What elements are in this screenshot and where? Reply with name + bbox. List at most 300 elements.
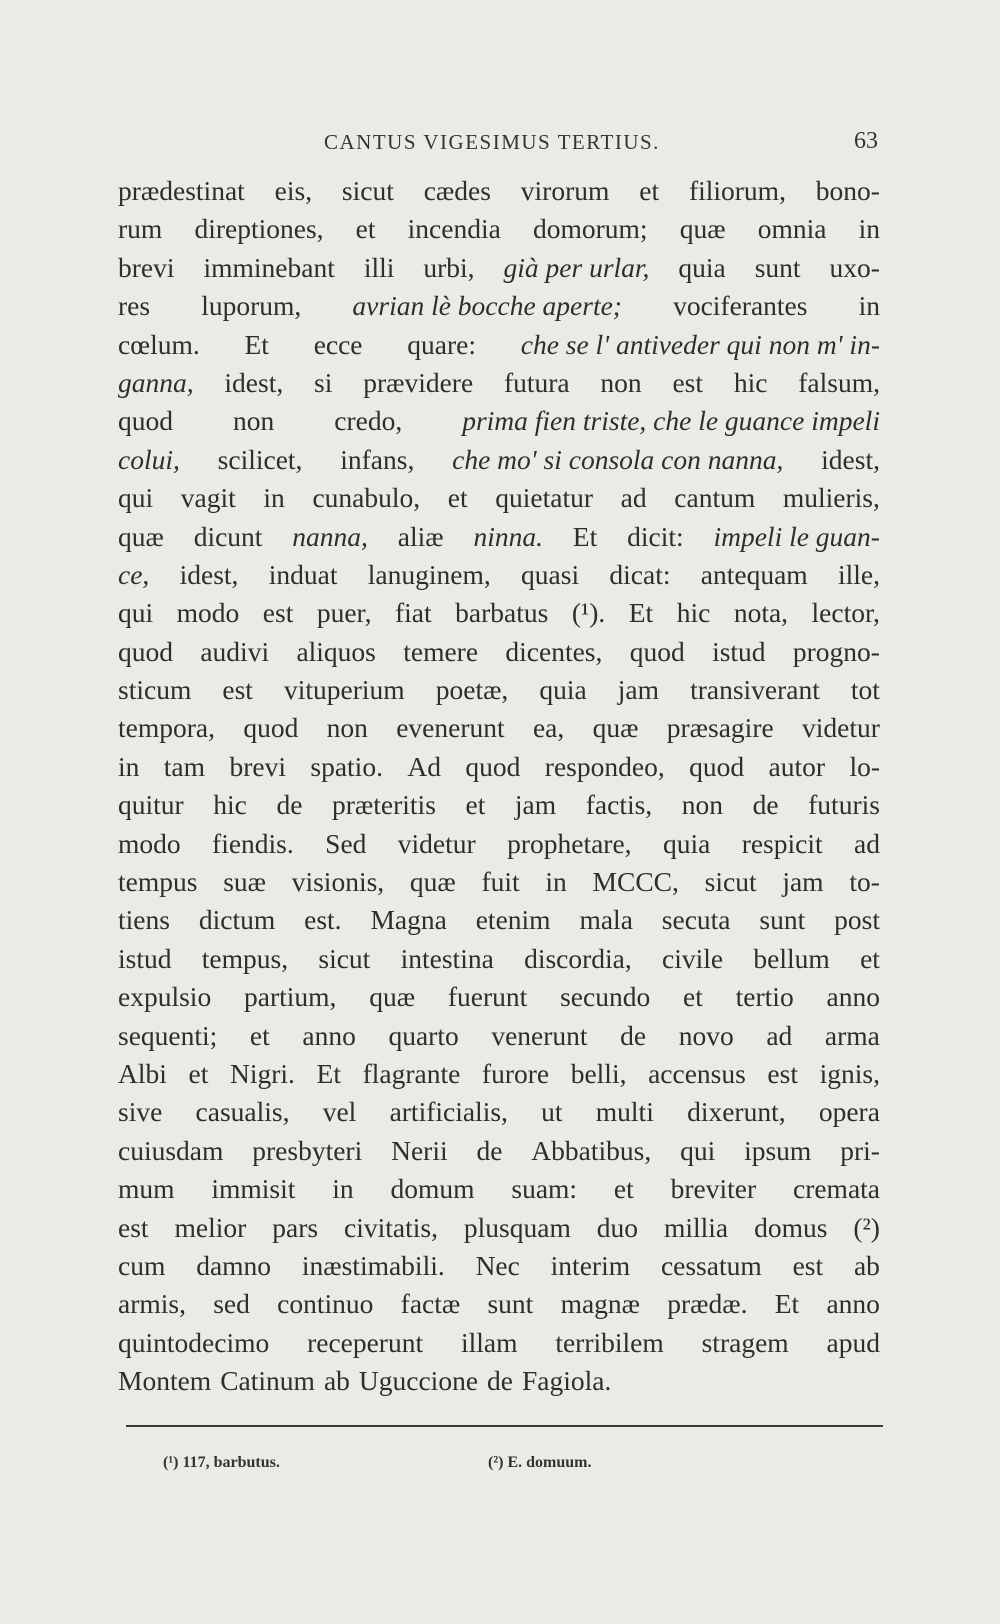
- word: hic: [213, 789, 247, 821]
- text-line: [118, 172, 880, 210]
- word: hic: [733, 366, 768, 398]
- word: fiendis.: [212, 827, 294, 859]
- word: est: [792, 1249, 824, 1281]
- word: cunabulo,: [312, 482, 421, 514]
- word: est.: [304, 904, 342, 936]
- word: Abbatibus,: [531, 1134, 652, 1166]
- word: idest,: [821, 443, 880, 475]
- word: bellum: [753, 942, 830, 974]
- word: armis,: [118, 1288, 186, 1320]
- word: accensus: [648, 1057, 746, 1089]
- word: immisit: [211, 1173, 296, 1205]
- word: præsagire: [666, 712, 774, 744]
- word: et: [249, 1019, 270, 1051]
- word: brevi: [229, 750, 286, 782]
- word: tot: [850, 674, 880, 706]
- word: non: [326, 712, 368, 744]
- word: cremata: [792, 1173, 880, 1205]
- word: futura: [503, 366, 570, 398]
- word: Montem: [118, 1365, 212, 1397]
- word: istud: [712, 635, 766, 667]
- word: sicut: [704, 866, 757, 898]
- word: de: [476, 1134, 503, 1166]
- word: quintodecimo: [118, 1326, 270, 1358]
- italic-quote: ganna,: [118, 366, 194, 398]
- word: suæ: [223, 866, 266, 898]
- word: luporum,: [201, 290, 302, 322]
- page-number: 63: [854, 128, 878, 154]
- word: quod: [465, 750, 521, 782]
- footnote-1: [163, 1454, 280, 1472]
- word: ut: [541, 1096, 563, 1128]
- word: ad: [620, 482, 647, 514]
- word: eis,: [274, 175, 313, 206]
- word: cantum: [674, 482, 756, 514]
- word: Et: [628, 597, 654, 629]
- word: stragem: [701, 1326, 789, 1358]
- word: quitur: [118, 789, 184, 821]
- word: rum: [118, 213, 163, 245]
- word: virorum: [520, 175, 610, 206]
- word: bono-: [815, 175, 880, 206]
- word: de: [620, 1019, 647, 1051]
- word: barbatus: [455, 597, 549, 629]
- word: poetæ,: [435, 674, 509, 706]
- word: quod: [689, 750, 745, 782]
- word: istud: [118, 942, 172, 974]
- word: mulieris,: [782, 482, 880, 514]
- word: plusquam: [463, 1211, 571, 1243]
- text-line: [118, 594, 880, 632]
- word: puer,: [316, 597, 372, 629]
- text-line: [118, 1209, 880, 1247]
- word: temere: [403, 635, 479, 667]
- word: aliquos: [296, 635, 376, 667]
- word: præteritis: [332, 789, 436, 821]
- word: ab: [853, 1249, 880, 1281]
- word: et: [355, 213, 376, 245]
- word: domum: [390, 1173, 475, 1205]
- word: quietatur: [495, 482, 594, 514]
- word: post: [834, 904, 880, 936]
- text-line: [118, 326, 880, 364]
- text-line: [118, 1324, 880, 1362]
- word: quod: [118, 405, 173, 437]
- word: quæ: [118, 520, 164, 552]
- text-line: [118, 1285, 880, 1323]
- text-line: [118, 402, 880, 440]
- word: Nigri.: [229, 1057, 295, 1089]
- word: quod: [243, 712, 299, 744]
- word: prædestinat: [118, 175, 245, 206]
- italic-quote: nanna,: [292, 520, 368, 552]
- footnote-mark: (²): [488, 1454, 504, 1471]
- word: etenim: [475, 904, 551, 936]
- word: credo,: [334, 405, 403, 437]
- word: vel: [322, 1096, 357, 1128]
- word: receperunt: [307, 1326, 424, 1358]
- word: quæ: [369, 981, 416, 1013]
- word: tempus: [118, 866, 198, 898]
- running-title: CANTUS VIGESIMUS TERTIUS.: [324, 130, 660, 154]
- italic-quote: colui,: [118, 443, 180, 475]
- footnote-rule: [126, 1425, 883, 1427]
- word: omnia: [757, 213, 827, 245]
- word: lo-: [849, 750, 880, 782]
- word: audivi: [200, 635, 270, 667]
- text-line: [118, 863, 880, 901]
- word: futuris: [808, 789, 880, 821]
- word: quarto: [388, 1019, 459, 1051]
- word: si: [314, 366, 333, 398]
- word: Ad: [407, 750, 441, 782]
- word: lector,: [811, 597, 880, 629]
- word: quia: [662, 827, 711, 859]
- word: cædes: [423, 175, 491, 206]
- text-line: [118, 479, 880, 517]
- italic-quote: impeli le guan-: [713, 520, 880, 552]
- word: anno: [302, 1019, 356, 1051]
- text-line: [118, 1170, 880, 1208]
- word: continuo: [277, 1288, 374, 1320]
- text-line: [118, 1055, 880, 1093]
- word: inæstimabili.: [301, 1249, 445, 1281]
- word: transiverant: [690, 674, 820, 706]
- word: discordia,: [524, 942, 632, 974]
- word: brevi: [118, 251, 175, 283]
- word: sunt: [487, 1288, 534, 1320]
- word: presbyteri: [252, 1134, 363, 1166]
- footnotes: [163, 1454, 863, 1478]
- word: Sed: [325, 827, 367, 859]
- word: arma: [824, 1019, 880, 1051]
- word: dicat:: [609, 558, 671, 590]
- word: est: [672, 366, 704, 398]
- word: pars: [272, 1211, 319, 1243]
- word: Et: [316, 1057, 341, 1089]
- word: cum: [118, 1249, 166, 1281]
- text-line: [118, 518, 880, 556]
- word: in: [263, 482, 285, 514]
- word: tempus,: [201, 942, 289, 974]
- word: imminebant: [203, 251, 335, 283]
- word: infans,: [340, 443, 415, 475]
- word: videtur: [802, 712, 880, 744]
- word: quod: [118, 635, 173, 667]
- word: ignis,: [819, 1057, 880, 1089]
- word: non: [600, 366, 642, 398]
- word: expulsio: [118, 981, 212, 1013]
- word: in: [332, 1173, 354, 1205]
- word: pri-: [840, 1134, 880, 1166]
- text-line: [118, 709, 880, 747]
- text-line: [118, 1132, 880, 1170]
- word: videtur: [397, 827, 476, 859]
- word: dictum: [198, 904, 276, 936]
- word: interim: [550, 1249, 631, 1281]
- text-line: [118, 748, 880, 786]
- word: et: [639, 175, 660, 206]
- word: venerunt: [491, 1019, 588, 1051]
- word: est: [262, 597, 294, 629]
- word: visionis,: [291, 866, 385, 898]
- word: et: [447, 482, 468, 514]
- word: prophetare,: [507, 827, 632, 859]
- word: direptiones,: [194, 213, 324, 245]
- word: urbi,: [423, 251, 475, 283]
- word: belli,: [570, 1057, 627, 1089]
- italic-quote: che mo' si consola con nanna,: [452, 443, 784, 475]
- word: Et: [774, 1288, 800, 1320]
- footnote-text: 117, barbutus.: [182, 1454, 280, 1471]
- word: civitatis,: [344, 1211, 438, 1243]
- word: ille,: [837, 558, 880, 590]
- text-line: [118, 1093, 880, 1131]
- word: scilicet,: [217, 443, 303, 475]
- word: in: [858, 290, 880, 322]
- word: filiorum,: [688, 175, 786, 206]
- word: qui: [680, 1134, 716, 1166]
- word: respondeo,: [544, 750, 665, 782]
- word: sicut: [318, 942, 371, 974]
- word: et: [188, 1057, 209, 1089]
- text-line: [118, 249, 880, 287]
- word: non: [681, 789, 724, 821]
- word: nota,: [733, 597, 789, 629]
- word: sunt: [754, 251, 801, 283]
- word: dicit:: [627, 520, 684, 552]
- word: domus: [754, 1211, 828, 1243]
- text-line: [118, 556, 880, 594]
- word: fuerunt: [447, 981, 528, 1013]
- word: idest,: [224, 366, 284, 398]
- word: ecce: [313, 328, 363, 360]
- word: est: [118, 1211, 149, 1243]
- word: prædæ.: [667, 1288, 748, 1320]
- italic-quote: prima fien triste, che le guance impeli: [462, 405, 880, 437]
- word: quasi: [521, 558, 580, 590]
- word: sicut: [341, 175, 394, 206]
- word: tam: [163, 750, 206, 782]
- word: de: [276, 789, 303, 821]
- word: illi: [363, 251, 395, 283]
- text-body: [118, 172, 880, 1401]
- word: tempora,: [118, 712, 215, 744]
- word: jam: [617, 674, 660, 706]
- word: ab: [323, 1365, 350, 1397]
- word: fuit: [481, 866, 520, 898]
- word: autor: [768, 750, 826, 782]
- word: hic: [676, 597, 711, 629]
- word: tertio: [735, 981, 794, 1013]
- word: sequenti;: [118, 1019, 218, 1051]
- word: duo: [596, 1211, 639, 1243]
- text-line: [118, 633, 880, 671]
- word: flagrante: [362, 1057, 461, 1089]
- word: illam: [460, 1326, 518, 1358]
- word: Magna: [370, 904, 447, 936]
- word: furore: [481, 1057, 550, 1089]
- word: factis,: [585, 789, 653, 821]
- word: et: [613, 1173, 634, 1205]
- word: melior: [174, 1211, 247, 1243]
- word: falsum,: [798, 366, 880, 398]
- word: cœlum.: [118, 328, 200, 360]
- word: secundo: [560, 981, 651, 1013]
- word: Fagiola.: [522, 1365, 612, 1397]
- footnote-ref: (²): [853, 1211, 880, 1243]
- italic-quote: che se l' antiveder qui non m' in-: [520, 328, 880, 360]
- word: mala: [579, 904, 633, 936]
- word: domorum;: [532, 213, 648, 245]
- word: quia: [678, 251, 726, 283]
- word: casualis,: [195, 1096, 290, 1128]
- italic-quote: ce,: [118, 558, 150, 590]
- word: dixerunt,: [687, 1096, 786, 1128]
- word: sunt: [759, 904, 806, 936]
- word: mum: [118, 1173, 175, 1205]
- word: ad: [766, 1019, 793, 1051]
- word: Uguccione: [358, 1365, 479, 1397]
- footnote-mark: (¹): [163, 1454, 179, 1471]
- footnote-2: [488, 1454, 591, 1472]
- word: ipsum: [744, 1134, 812, 1166]
- word: de: [487, 1365, 513, 1397]
- word: civile: [662, 942, 724, 974]
- word: quæ: [409, 866, 456, 898]
- word: Catinum: [220, 1365, 315, 1397]
- word: aliæ: [397, 520, 444, 552]
- word: qui: [118, 482, 154, 514]
- word: quia: [539, 674, 587, 706]
- word: et: [860, 942, 880, 974]
- word: quæ: [592, 712, 639, 744]
- word: modo: [118, 827, 181, 859]
- italic-quote: avrian lè bocche aperte;: [352, 290, 622, 322]
- word: anno: [826, 981, 880, 1013]
- word: vociferantes: [673, 290, 808, 322]
- word: fiat: [394, 597, 432, 629]
- word: res: [118, 290, 151, 322]
- word: respicit: [741, 827, 823, 859]
- word: dicentes,: [505, 635, 603, 667]
- word: intestina: [400, 942, 494, 974]
- italic-quote: ninna.: [473, 520, 543, 552]
- word: novo: [678, 1019, 734, 1051]
- word: to-: [849, 866, 880, 898]
- word: evenerunt: [396, 712, 505, 744]
- word: sed: [213, 1288, 250, 1320]
- word: de: [752, 789, 779, 821]
- word: est: [222, 674, 253, 706]
- text-line: [118, 940, 880, 978]
- word: vituperium: [284, 674, 405, 706]
- word: sive: [118, 1096, 163, 1128]
- word: opera: [818, 1096, 880, 1128]
- word: ea,: [532, 712, 565, 744]
- word: in: [545, 866, 567, 898]
- word: quod: [629, 635, 685, 667]
- word: sticum: [118, 674, 192, 706]
- word: tiens: [118, 904, 170, 936]
- word: uxo-: [829, 251, 880, 283]
- word: jam: [782, 866, 824, 898]
- word: cuiusdam: [118, 1134, 224, 1166]
- word: et: [465, 789, 486, 821]
- word: secuta: [661, 904, 731, 936]
- footnote-ref: (¹).: [571, 597, 606, 629]
- word: anno: [826, 1288, 880, 1320]
- word: terribilem: [555, 1326, 664, 1358]
- word: magnæ: [560, 1288, 641, 1320]
- word: in: [118, 750, 140, 782]
- word: factæ: [400, 1288, 461, 1320]
- word: induat: [268, 558, 338, 590]
- word: spatio.: [310, 750, 383, 782]
- word: partium,: [244, 981, 337, 1013]
- word: Et: [244, 328, 269, 360]
- word: quare:: [407, 328, 476, 360]
- word: quæ: [679, 213, 726, 245]
- word: Nec: [475, 1249, 520, 1281]
- word: apud: [826, 1326, 880, 1358]
- word: suam:: [511, 1173, 578, 1205]
- word: vagit: [180, 482, 236, 514]
- word: et: [683, 981, 703, 1013]
- word: lanuginem,: [367, 558, 491, 590]
- word: Nerii: [391, 1134, 448, 1166]
- footnote-text: E. domuum.: [507, 1454, 592, 1471]
- text-line: [118, 1247, 880, 1285]
- text-line: [118, 901, 880, 939]
- word: modo: [176, 597, 240, 629]
- word: dicunt: [193, 520, 263, 552]
- text-line: [118, 441, 880, 479]
- word: antequam: [700, 558, 808, 590]
- word: millia: [663, 1211, 729, 1243]
- word: non: [233, 405, 275, 437]
- word: ad: [854, 827, 880, 859]
- text-line: [118, 786, 880, 824]
- word: Albi: [118, 1057, 167, 1089]
- word: breviter: [670, 1173, 757, 1205]
- text-line: [118, 1017, 880, 1055]
- word: prævidere: [363, 366, 474, 398]
- word: idest,: [179, 558, 239, 590]
- word: incendia: [407, 213, 501, 245]
- word: progno-: [792, 635, 880, 667]
- word: multi: [595, 1096, 654, 1128]
- text-line: [118, 825, 880, 863]
- word: qui: [118, 597, 154, 629]
- text-line: [118, 1362, 880, 1400]
- text-line: [118, 364, 880, 402]
- italic-quote: già per urlar,: [503, 251, 650, 283]
- word: MCCC,: [592, 866, 679, 898]
- word: cessatum: [660, 1249, 762, 1281]
- word: jam: [514, 789, 557, 821]
- word: damno: [196, 1249, 272, 1281]
- word: est: [767, 1057, 798, 1089]
- text-line: [118, 978, 880, 1016]
- running-head: [118, 130, 878, 160]
- word: in: [858, 213, 880, 245]
- text-line: [118, 671, 880, 709]
- word: Et: [572, 520, 598, 552]
- word: artificialis,: [389, 1096, 508, 1128]
- text-line: [118, 287, 880, 325]
- text-line: [118, 210, 880, 248]
